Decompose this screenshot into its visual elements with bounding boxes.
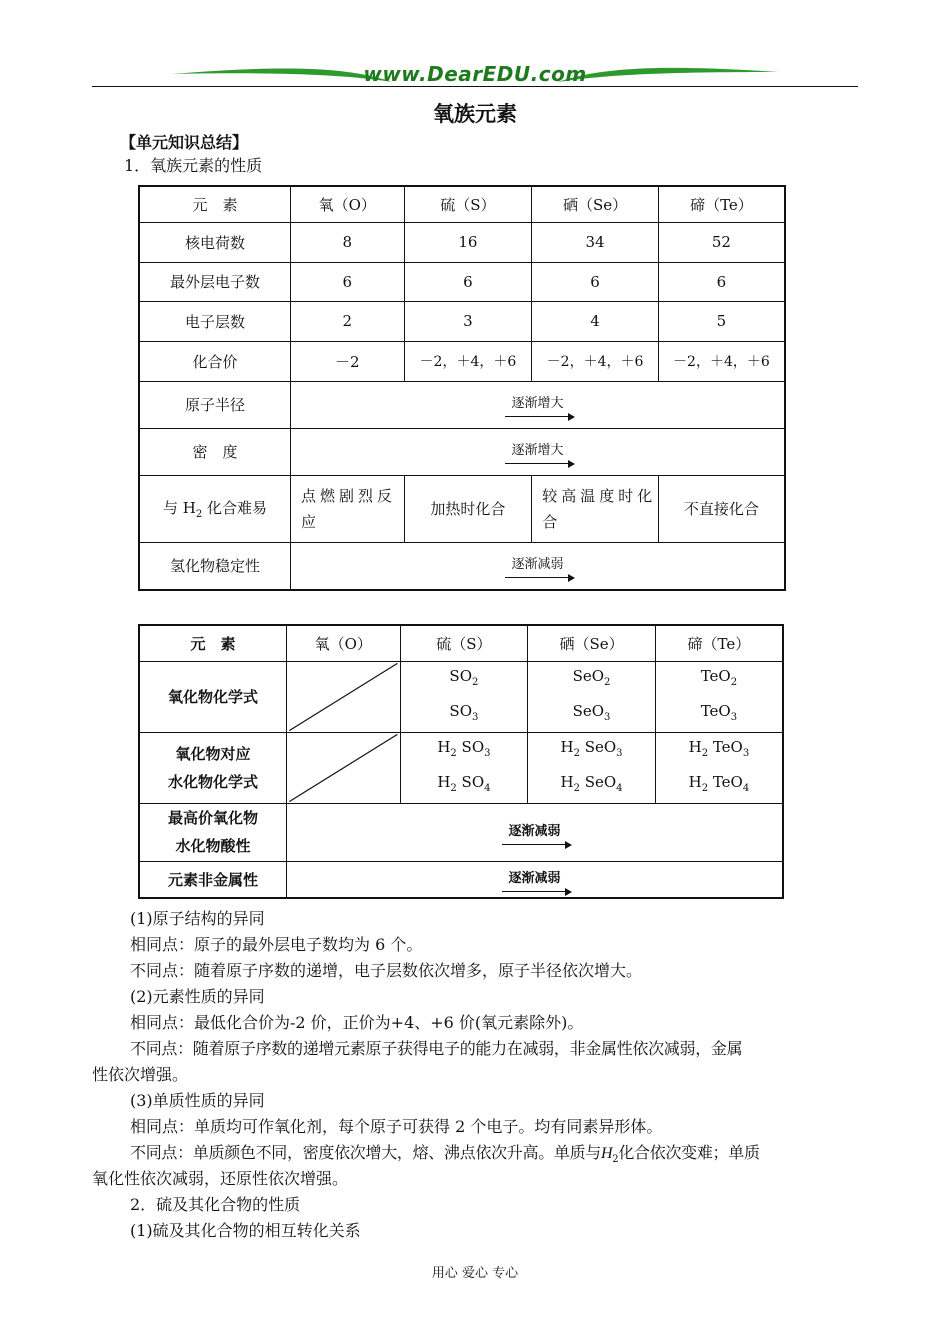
table-cell: －2，＋4，＋6 [532,341,659,381]
paragraph: 不同点：单质颜色不同，密度依次增大，熔、沸点依次升高。单质与$H_2$化合依次变难；单质 [130,1143,760,1166]
page-footer: 用心 爱心 专心 [431,1266,519,1281]
row-label: 氧化物对应 水化物化学式 [139,732,286,803]
header-cell: 硒（Se） [528,625,656,661]
table-cell: 6 [290,262,404,301]
table-cell: 较高温度时化合 [532,475,659,542]
item-1-heading: 1．氧族元素的性质 [124,156,263,175]
table-cell: 4 [532,301,659,341]
table-cell: 5 [658,301,785,341]
table-row [139,803,783,861]
oxides-table [138,624,784,899]
table-row [139,262,785,301]
paragraph: 相同点：单质均可作氧化剂，每个原子可获得 2 个电子。均有同素异形体。 [130,1117,663,1136]
header-cell: 氧（O） [286,625,400,661]
table-cell: 34 [532,222,659,262]
paragraph: 2．硫及其化合物的性质 [130,1195,301,1214]
diagonal-line [287,662,400,732]
table-cell: 点燃剧烈反应 [290,475,404,542]
paragraph: (3)单质性质的异同 [130,1091,265,1110]
paragraph: 氧化性依次减弱，还原性依次增强。 [92,1169,349,1188]
header-cell: 硒（Se） [532,186,659,222]
trend-arrow: 逐渐减弱 [508,867,560,892]
table-cell: －2，＋4，＋6 [404,341,532,381]
row-label: 氢化物稳定性 [139,542,290,590]
trend-cell [290,428,785,475]
paragraph: (1)原子结构的异同 [130,909,265,928]
row-label: 最高价氧化物 水化物酸性 [139,803,286,861]
table-cell: 8 [290,222,404,262]
row-label: 化合价 [139,341,290,381]
page-title: 氧族元素 [433,101,517,126]
table-row [139,475,785,542]
table-cell: 不直接化合 [658,475,785,542]
table-cell: 6 [404,262,532,301]
table-row [139,542,785,590]
trend-arrow: 逐渐增大 [511,439,563,464]
row-label: 与 $H_2$ 化合难易 [139,475,290,542]
header-cell: 元 素 [139,625,286,661]
table-cell: $H_2$ TeO$_3$ $H_2$ TeO$_4$ [655,732,783,803]
empty-diagonal-cell [286,732,400,803]
paragraph: 不同点：随着原子序数的递增元素原子获得电子的能力在减弱，非金属性依次减弱，金属 [130,1039,743,1058]
row-label: 核电荷数 [139,222,290,262]
banner-site-text: www.DearEDU.com [363,62,587,86]
row-label: 电子层数 [139,301,290,341]
table-row [139,861,783,898]
table-cell: 52 [658,222,785,262]
trend-cell [290,542,785,590]
table-row [139,301,785,341]
paragraph: 不同点：随着原子序数的递增，电子层数依次增多，原子半径依次增大。 [130,961,643,980]
table-cell: 2 [290,301,404,341]
table-row [139,428,785,475]
empty-diagonal-cell [286,661,400,732]
trend-cell [290,381,785,428]
trend-cell [286,861,783,898]
paragraph: 性依次增强。 [92,1065,189,1084]
table-cell: $H_2$ $SO_3$ $H_2$ $SO_4$ [400,732,528,803]
table-cell: 3 [404,301,532,341]
header-cell: 碲（Te） [655,625,783,661]
table-cell: $SO_2$ $SO_3$ [400,661,528,732]
row-label: 元素非金属性 [139,861,286,898]
header-cell: 硫（S） [404,186,532,222]
trend-arrow: 逐渐增大 [511,392,563,417]
table2-header-row [139,625,783,661]
header-cell: 硫（S） [400,625,528,661]
trend-arrow: 逐渐减弱 [511,553,563,578]
table-row [139,732,783,803]
row-label: 密 度 [139,428,290,475]
table-cell: TeO$_2$ TeO$_3$ [655,661,783,732]
table-cell: －2 [290,341,404,381]
table-cell: －2，＋4，＋6 [658,341,785,381]
paragraph: (1)硫及其化合物的相互转化关系 [130,1221,361,1240]
table-cell: 16 [404,222,532,262]
properties-table [138,185,786,591]
table-cell: 6 [532,262,659,301]
table-row [139,381,785,428]
trend-arrow: 逐渐减弱 [508,820,560,845]
table-cell: SeO$_2$ SeO$_3$ [528,661,656,732]
table-row [139,341,785,381]
paragraph: 相同点：最低化合价为-2 价，正价为+4、+6 价(氧元素除外)。 [130,1013,584,1032]
section-heading: 【单元知识总结】 [120,133,249,152]
table1-header-row [139,186,785,222]
table-row [139,661,783,732]
trend-cell [286,803,783,861]
header-cell: 氧（O） [290,186,404,222]
row-label: 原子半径 [139,381,290,428]
banner-rule [92,86,858,87]
row-label: 氧化物化学式 [139,661,286,732]
header-cell: 碲（Te） [658,186,785,222]
table-cell: 6 [658,262,785,301]
table-row [139,222,785,262]
table-cell: $H_2$ SeO$_3$ $H_2$ SeO$_4$ [528,732,656,803]
header-cell: 元 素 [139,186,290,222]
table-cell: 加热时化合 [404,475,532,542]
paragraph: (2)元素性质的异同 [130,987,265,1006]
diagonal-line [287,733,400,803]
paragraph: 相同点：原子的最外层电子数均为 6 个。 [130,935,423,954]
row-label: 最外层电子数 [139,262,290,301]
